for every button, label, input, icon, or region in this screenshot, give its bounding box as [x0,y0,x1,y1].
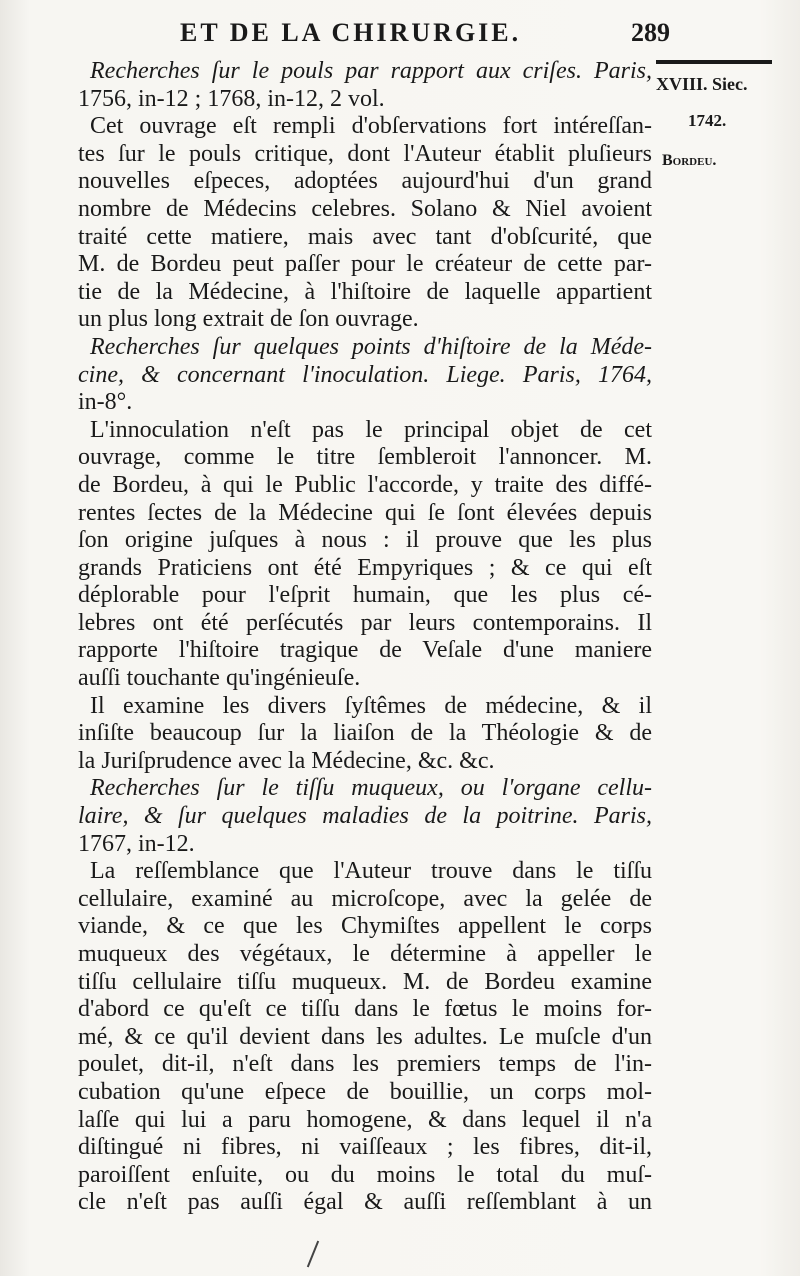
text-line: viande, & ce que les Chymiſtes appellent le corps [78,913,652,940]
running-head [140,18,670,54]
text-line: Cet ouvrage eſt rempli d'obſervations fort intéreſſan- [90,113,652,140]
text-line: 1756, in-12 ; 1768, in-12, 2 vol. [78,85,385,112]
text-line: mé, & ce qu'il devient dans les adultes. Le muſcle d'un [78,1023,652,1050]
text-line: diſtingué ni fibres, ni vaiſſeaux ; les fibres, dit-il, [78,1134,652,1161]
text-line: inſiſte beaucoup ſur la liaiſon de la Théologie & de [78,720,652,747]
stray-ink-mark [307,1241,319,1268]
text-line: ſon origine juſques à nous : il prouve que les plus [78,527,652,554]
text-line: tiſſu cellulaire tiſſu muqueux. M. de Bordeu examine [78,968,652,995]
text-line: Recherches ſur quelques points d'hiſtoire de la Méde- [90,333,652,360]
text-line: nouvelles eſpeces, adoptées aujourd'hui d'un grand [78,168,652,195]
text-line: de Bordeu, à qui le Public l'accorde, y traite des diffé- [78,471,652,498]
text-line: M. de Bordeu peut paſſer pour le créateur de cette par- [78,251,652,278]
text-line: cle n'eſt pas auſſi égal & auſſi reſſemblant à un [78,1189,652,1216]
text-line: muqueux des végétaux, le détermine à appeller le [78,941,652,967]
text-line: la Juriſprudence avec la Médecine, &c. &c. [78,747,495,774]
text-line: in-8°. [78,389,133,416]
margin-notes [656,56,796,196]
text-line: traité cette matiere, mais avec tant d'obſcurité, que [78,223,652,250]
text-line: tie de la Médecine, à l'hiſtoire de laquelle appartient [78,278,652,305]
margin-note-year: 1742. [688,111,727,130]
text-line: grands Praticiens ont été Empyriques ; & ce qui eſt [78,554,652,581]
text-line: paroiſſent enſuite, ou du moins le total du muſ- [78,1161,652,1188]
text-line: tes ſur le pouls critique, dont l'Auteur établit pluſieurs [78,140,652,167]
text-line: Recherches ſur le pouls par rapport aux criſes. Paris, [90,58,652,84]
text-line: déplorable pour l'eſprit humain, que les plus cé- [78,582,652,609]
text-line: 1767, in-12. [78,830,195,857]
page-number: 289 [631,18,670,47]
text-line: La reſſemblance que l'Auteur trouve dans le tiſſu [90,858,652,885]
text-line: Recherches ſur le tiſſu muqueux, ou l'organe cellu- [90,775,652,802]
text-line: lebres ont été perſécutés par leurs contemporains. Il [78,609,652,636]
text-line: cellulaire, examiné au microſcope, avec la gelée de [78,885,652,912]
margin-rule [656,60,772,64]
text-line: cine, & concernant l'inoculation. Liege. Paris, 1764, [78,361,652,388]
text-line: rentes ſectes de la Médecine qui ſe ſont élevées depuis [78,499,652,526]
text-line: laſſe qui lui a paru homogene, & dans lequel il n'a [78,1106,652,1133]
text-line: nombre de Médecins celebres. Solano & Niel avoient [78,195,652,222]
text-line: d'abord ce qu'eſt ce tiſſu dans le fœtus le moins for- [78,996,652,1023]
text-line: un plus long extrait de ſon ouvrage. [78,306,419,333]
text-line: auſſi touchante qu'ingénieuſe. [78,665,361,692]
running-title: ET DE LA CHIRURGIE. [180,18,522,47]
text-line: ouvrage, comme le titre ſembleroit l'annoncer. M. [78,444,652,471]
text-line: laire, & ſur quelques maladies de la poitrine. Paris, [78,803,652,830]
margin-note-century: XVIII. Siec. [656,74,748,94]
text-line: Il examine les divers ſyſtêmes de médecine, & il [90,692,652,719]
body-text [78,58,652,1217]
text-line: cubation qu'une eſpece de bouillie, un corps mol- [78,1078,652,1105]
margin-note-name: Bordeu. [662,152,717,169]
text-line: L'innoculation n'eſt pas le principal objet de cet [90,416,652,443]
text-line: rapporte l'hiſtoire tragique de Veſale d'une maniere [78,637,652,664]
text-line: poulet, dit-il, n'eſt dans les premiers temps de l'in- [78,1051,652,1078]
